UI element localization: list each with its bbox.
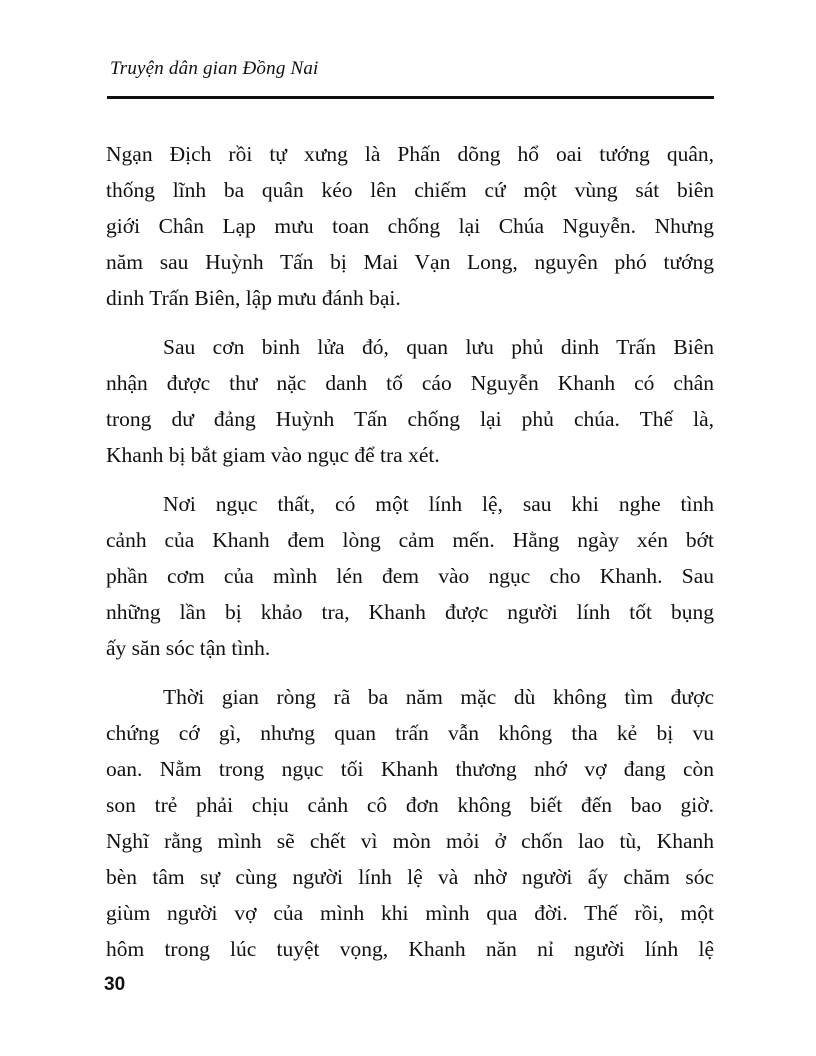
text-line: chứng cớ gì, nhưng quan trấn vẫn không tha kẻ bị vu bbox=[106, 721, 714, 745]
text-line: Nghĩ rằng mình sẽ chết vì mòn mỏi ở chốn lao tù, Khanh bbox=[106, 829, 714, 853]
text-line: giùm người vợ của mình khi mình qua đời. Thế rồi, một bbox=[106, 901, 714, 925]
text-line: bèn tâm sự cùng người lính lệ và nhờ người ấy chăm sóc bbox=[106, 865, 714, 889]
text-line: phần cơm của mình lén đem vào ngục cho Khanh. Sau bbox=[106, 564, 714, 588]
text-line: Ngạn Địch rồi tự xưng là Phấn dõng hổ oai tướng quân, bbox=[106, 142, 714, 166]
text-line: năm sau Huỳnh Tấn bị Mai Vạn Long, nguyên phó tướng bbox=[106, 250, 714, 274]
paragraph-2 bbox=[106, 329, 714, 473]
text-line: nhận được thư nặc danh tố cáo Nguyễn Khanh có chân bbox=[106, 371, 714, 395]
text-line: Khanh bị bắt giam vào ngục để tra xét. bbox=[106, 443, 440, 467]
text-line: Sau cơn binh lửa đó, quan lưu phủ dinh Trấn Biên bbox=[163, 335, 714, 359]
body-text bbox=[106, 136, 714, 980]
text-line: hôm trong lúc tuyệt vọng, Khanh năn nỉ người lính lệ bbox=[106, 937, 714, 961]
page-number: 30 bbox=[104, 974, 126, 995]
text-line: son trẻ phải chịu cảnh cô đơn không biết đến bao giờ. bbox=[106, 793, 714, 817]
text-line: giới Chân Lạp mưu toan chống lại Chúa Nguyễn. Nhưng bbox=[106, 214, 714, 238]
text-line: Thời gian ròng rã ba năm mặc dù không tìm được bbox=[163, 685, 714, 709]
text-line: những lần bị khảo tra, Khanh được người lính tốt bụng bbox=[106, 600, 714, 624]
text-line: ấy săn sóc tận tình. bbox=[106, 636, 271, 660]
text-line: oan. Nằm trong ngục tối Khanh thương nhớ vợ đang còn bbox=[106, 757, 714, 781]
paragraph-3 bbox=[106, 486, 714, 666]
text-line: cảnh của Khanh đem lòng cảm mến. Hằng ngày xén bớt bbox=[106, 528, 714, 552]
text-line: dinh Trấn Biên, lập mưu đánh bại. bbox=[106, 286, 401, 310]
running-header: Truyện dân gian Đồng Nai bbox=[110, 58, 319, 79]
paragraph-4 bbox=[106, 679, 714, 967]
text-line: thống lĩnh ba quân kéo lên chiếm cứ một vùng sát biên bbox=[106, 178, 714, 202]
paragraph-1 bbox=[106, 136, 714, 316]
text-line: Nơi ngục thất, có một lính lệ, sau khi nghe tình bbox=[163, 492, 714, 516]
text-line: trong dư đảng Huỳnh Tấn chống lại phủ chúa. Thế là, bbox=[106, 407, 714, 431]
header-rule bbox=[107, 96, 714, 99]
